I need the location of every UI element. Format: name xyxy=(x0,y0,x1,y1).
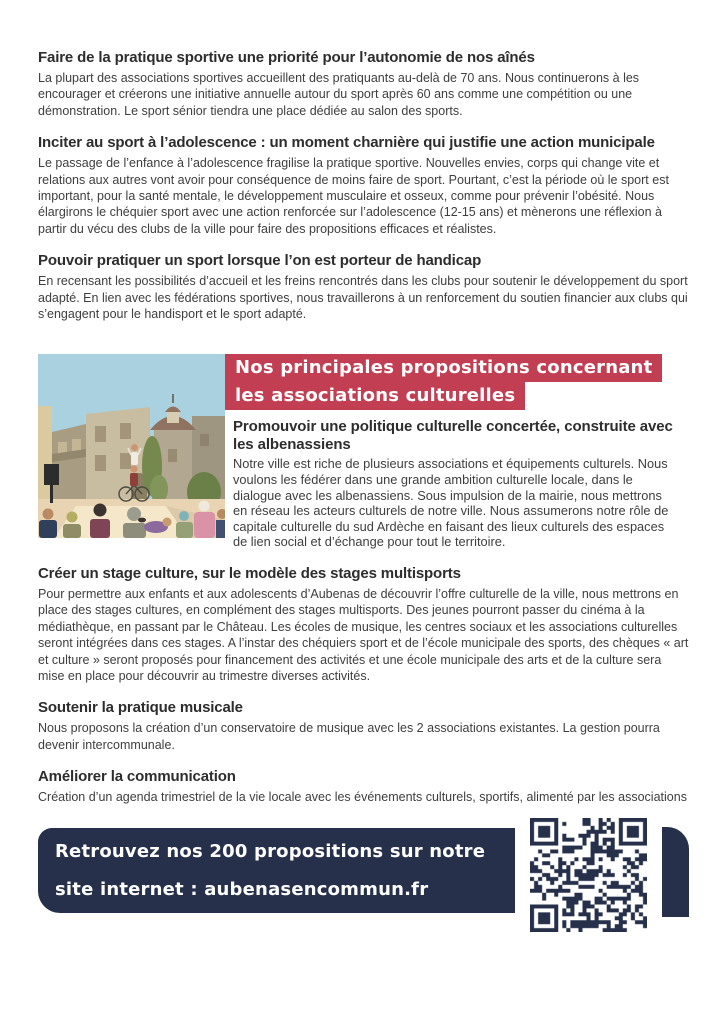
qr-code xyxy=(530,818,647,932)
culture-intro-heading: Promouvoir une politique culturelle concertée, construite avec les albenassiens xyxy=(233,418,673,453)
section-body: En recensant les possibilités d’accueil et les freins rencontrés dans les clubs pour soutenir le développement du sport adapté. En lien avec les fédérations sportives, nous travaillerons à un renforcement du soutien financier aux clubs qui s’engagent pour le handisport et le sport adapté. xyxy=(38,274,688,322)
section-body: La plupart des associations sportives accueillent des pratiquants au-delà de 70 ans. Nous continuerons à les encourager et créerons une initiative annuelle autour du sport après 60 ans comme une compétition ou une démonstration. Le sport sénior tiendra une place dédiée au salon des sports. xyxy=(38,71,640,118)
section-sport-seniors xyxy=(38,48,690,119)
culture-banner xyxy=(225,354,690,410)
section-body: Le passage de l’enfance à l’adolescence fragilise la pratique sportive. Nouvelles envies, corps qui change vite et relations aux autres vont avoir pour conséquence de moins faire de sport. Pourtant, c’est la période où le sport est important, pour la santé mentale, le développement musculaire et osseux, comme pour prévenir l’obésité. Nous élargirons le chéquier sport avec une action renforcée sur l’adolescence (12-15 ans) et mènerons une réflexion à partir du vécu des clubs de la ville pour faire des propositions efficaces et réalistes. xyxy=(38,156,669,236)
section-communication xyxy=(38,767,690,805)
section-pratique-musicale xyxy=(38,698,690,753)
section-heading: Soutenir la pratique musicale xyxy=(38,699,243,717)
section-body: Nous proposons la création d’un conservatoire de musique avec les 2 associations existantes. La gestion pourra devenir intercommunale. xyxy=(38,721,660,752)
footer-banner xyxy=(38,828,515,913)
section-heading: Améliorer la communication xyxy=(38,768,236,786)
section-heading: Inciter au sport à l’adolescence : un moment charnière qui justifie une action municipale xyxy=(38,134,655,152)
section-sport-adolescence xyxy=(38,133,690,237)
section-heading: Faire de la pratique sportive une priorité pour l’autonomie de nos aînés xyxy=(38,49,535,66)
footer-line2: site internet : aubenasencommun.fr xyxy=(55,879,429,900)
section-body: Création d’un agenda trimestriel de la vie locale avec les événements culturels, sportifs, alimenté par les associations xyxy=(38,790,687,805)
culture-intro-body: Notre ville est riche de plusieurs associations et équipements culturels. Nous voulons les fédérer dans une grande ambition culturelle locale, dans le dialogue avec les albenassiens. Sous impulsion de la mairie, nous mettrons en réseau les acteurs culturels de notre ville. Nous assumerons notre rôle de capitale culturelle du sud Ardèche en faisant des lieux culturels des espaces de lien social et d’échange pour tout le territoire. xyxy=(233,456,669,550)
section-sport-handicap xyxy=(38,251,690,322)
corner-tab-shape xyxy=(662,827,689,917)
footer-line1: Retrouvez nos 200 propositions sur notre xyxy=(55,841,486,862)
culture-right-column xyxy=(225,354,690,550)
section-body: Pour permettre aux enfants et aux adolescents d’Aubenas de découvrir l’offre culturelle de la ville, nous mettrons en place des stages cultures, en complément des stages multisports. Des jeunes pourront passer du cinéma à la médiathèque, en passant par le Château. Les écoles de musique, les centres sociaux et les associations culturelles seront intégrées dans ces stages. A l’instar des chéquiers sport et de l’école municipale des sports, des chèques « art et culture » seront proposés pour financement des activités et une école municipale des arts et de la culture sera mise en place pour découvrir au trimestre diverses activités. xyxy=(38,587,689,684)
culture-banner-line2: les associations culturelles xyxy=(225,382,525,410)
culture-header-block xyxy=(38,354,690,550)
section-heading: Créer un stage culture, sur le modèle des stages multisports xyxy=(38,565,461,583)
town-square-illustration xyxy=(38,354,225,538)
section-stage-culture xyxy=(38,564,690,684)
culture-banner-line1: Nos principales propositions concernant xyxy=(225,354,662,382)
section-heading: Pouvoir pratiquer un sport lorsque l’on est porteur de handicap xyxy=(38,252,482,270)
flyer-content xyxy=(38,48,690,806)
